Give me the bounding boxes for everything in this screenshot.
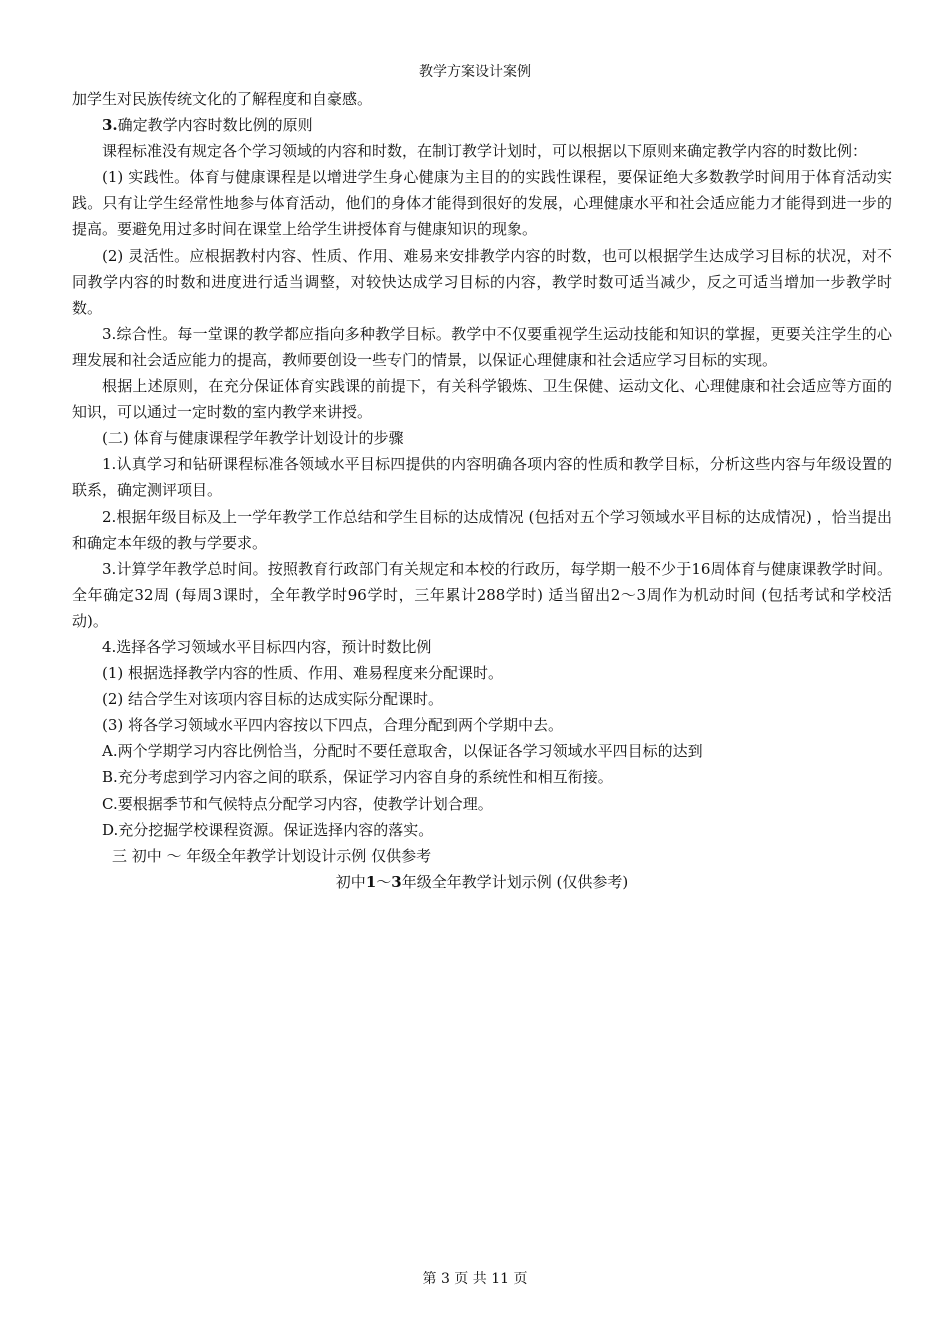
paragraph: B.充分考虑到学习内容之间的联系，保证学习内容自身的系统性和相互衔接。 — [102, 768, 613, 787]
paragraph: A.两个学期学习内容比例恰当，分配时不要任意取舍，以保证各学习领域水平四目标的达到 — [102, 742, 703, 761]
paragraph: (2) 灵活性。应根据教村内容、性质、作用、难易来安排教学内容的时数，也可以根据学生达成学习目标的状况，对不同教学内容的时数和进度进行适当调整，对较快达成学习目标的内容，教学时数可适当减少，反之可适当增加一步教学时数。 — [72, 246, 892, 317]
paragraph: 根据上述原则，在充分保证体育实践课的前提下，有关科学锻炼、卫生保健、运动文化、心理健康和社会适应等方面的知识，可以通过一定时数的室内教学来讲授。 — [72, 377, 892, 422]
paragraph: (1) 实践性。体育与健康课程是以增进学生身心健康为主目的的实践性课程，要保证绝大多数教学时间用于体育活动实践。只有让学生经常性地参与体育活动，他们的身体才能得到很好的发展，心理健康水平和社会适应能力才能得到进一步的提高。要避免用过多时间在课堂上给学生讲授体育与健康知识的现象。 — [72, 168, 892, 239]
paragraph: 课程标准没有规定各个学习领域的内容和时数，在制订教学计划时，可以根据以下原则来确定教学内容的时数比例： — [102, 142, 868, 161]
paragraph: D.充分挖掘学校课程资源。保证选择内容的落实。 — [102, 820, 434, 839]
paragraph: (2) 结合学生对该项内容目标的达成实际分配课时。 — [102, 690, 444, 709]
paragraph: 3.综合性。每一堂课的教学都应指向多种教学目标。教学中不仅要重视学生运动技能和知识的掌握，更要关注学生的心理发展和社会适应能力的提高，教师要创设一些专门的情景，以保证心理健康和社会适应学习目标的实现。 — [72, 324, 892, 369]
paragraph: C.要根据季节和气候特点分配学习内容，使教学计划合理。 — [102, 794, 493, 813]
section-number: 3. — [102, 116, 118, 135]
section-heading-text: 确定教学内容时数比例的原则 — [117, 116, 313, 135]
paragraph: (3) 将各学习领域水平四内容按以下四点，合理分配到两个学期中去。 — [102, 716, 564, 735]
paragraph: 三 初中 ～ 年级全年教学计划设计示例 仅供参考 — [112, 846, 432, 865]
paragraph: (二) 体育与健康课程学年教学计划设计的步骤 — [102, 429, 404, 448]
page-footer: 第 3 页 共 11 页 — [422, 1271, 528, 1287]
paragraph: 3.计算学年教学总时间。按照教育行政部门有关规定和本校的行政历，每学期一般不少于16周体育与健康课教学时间。全年确定32周 (每周3课时，全年教学时96学时，三年累计288学时) 适当留出2～3周作为机动时间 (包括考试和学校活动)。 — [72, 559, 892, 630]
paragraph: 4.选择各学习领域水平目标四内容，预计时数比例 — [102, 637, 432, 656]
running-header: 教学方案设计案例 — [419, 64, 531, 80]
paragraph — [72, 112, 892, 138]
paragraph: 加学生对民族传统文化的了解程度和自豪感。 — [72, 90, 373, 108]
paragraph: 1.认真学习和钻研课程标准各领域水平目标四提供的内容明确各项内容的性质和教学目标，分析这些内容与年级设置的联系，确定测评项目。 — [72, 455, 892, 500]
table-caption: 初中1～3年级全年教学计划示例 (仅供参考) — [335, 872, 629, 891]
document-body — [72, 86, 892, 895]
paragraph: 2.根据年级目标及上一学年教学工作总结和学生目标的达成情况 (包括对五个学习领域水平目标的达成情况) ，恰当提出和确定本年级的教与学要求。 — [72, 507, 892, 552]
paragraph: (1) 根据选择教学内容的性质、作用、难易程度来分配课时。 — [102, 664, 504, 683]
